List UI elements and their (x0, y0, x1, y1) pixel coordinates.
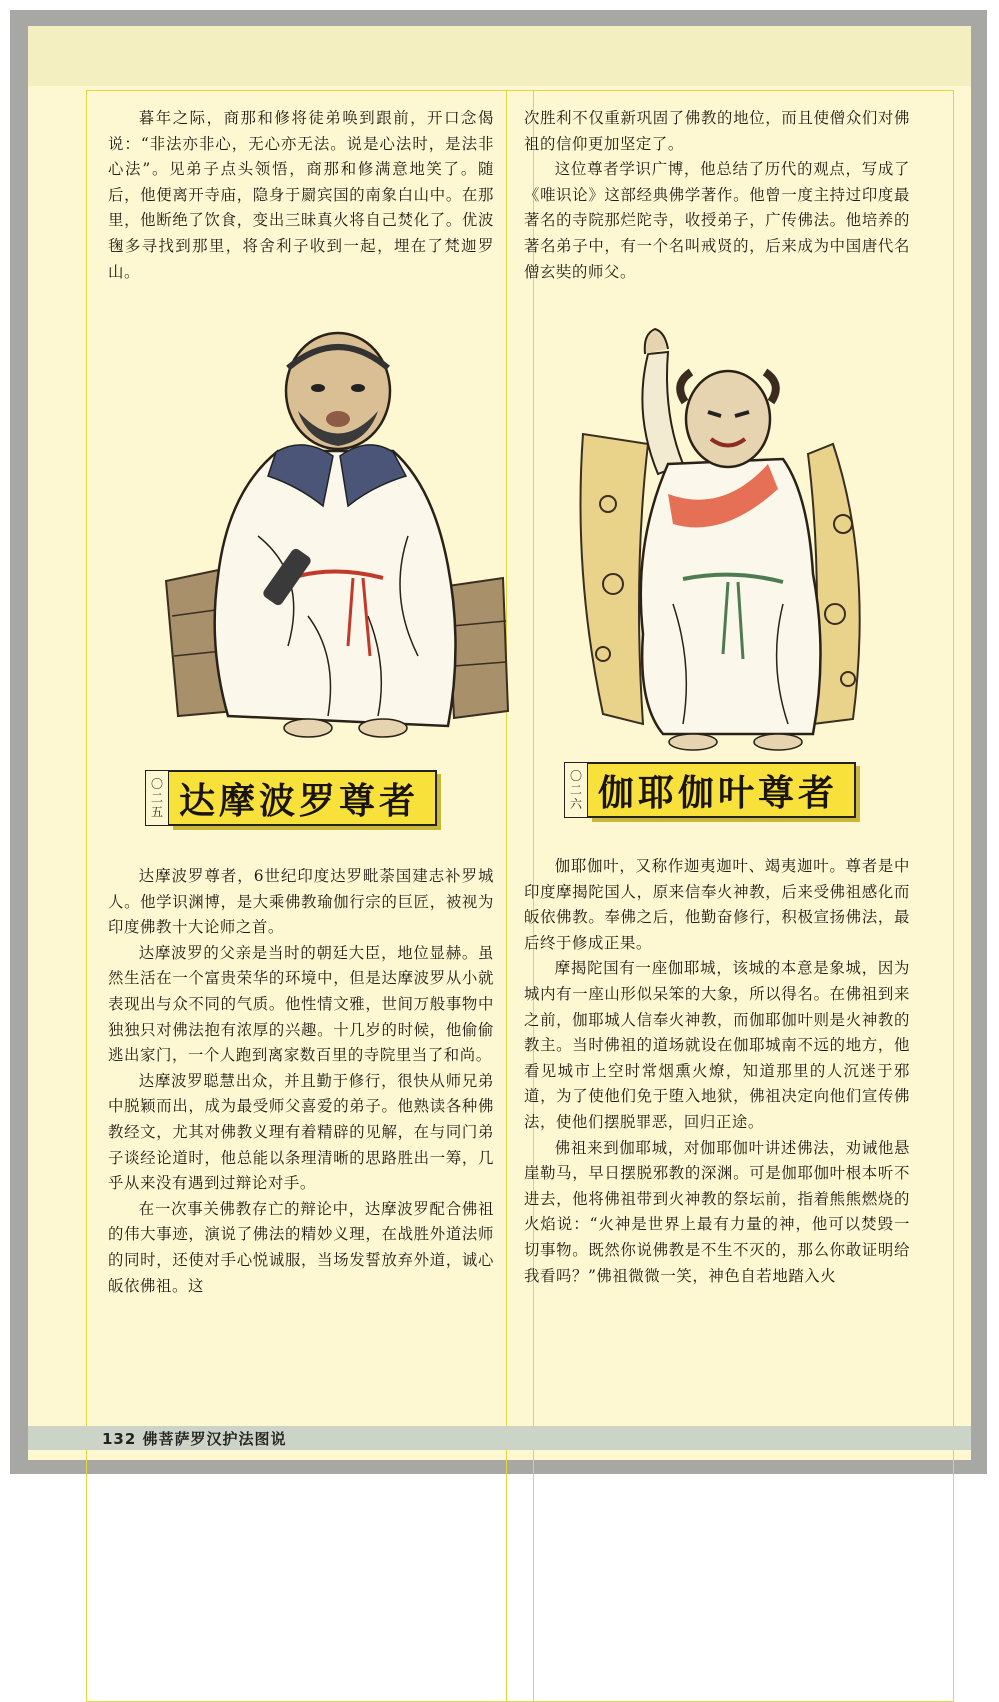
title-number-tag (564, 762, 588, 818)
right-top-text (524, 106, 910, 285)
title-number-tag (145, 770, 169, 826)
left-title: 达摩波罗尊者 (169, 770, 437, 826)
paragraph: 在一次事关佛教存亡的辩论中，达摩波罗配合佛祖的伟大事迹，演说了佛法的精妙义理，在战胜外道法师的同时，还使对手心悦诚服，当场发誓放弃外道，诚心皈依佛祖。这 (108, 1199, 494, 1295)
left-title-box (145, 770, 437, 826)
paragraph: 伽耶伽叶，又称作迦夷迦叶、竭夷迦叶。尊者是中印度摩揭陀国人，原来信奉火神教，后来受佛祖感化而皈依佛教。奉佛之后，他勤奋修行，积极宣扬佛法，最后终于修成正果。 (524, 857, 910, 952)
title-number-digit: 〇 (569, 769, 582, 783)
paragraph: 摩揭陀国有一座伽耶城，该城的本意是象城，因为城内有一座山形似呆笨的大象，所以得名。在佛祖到来之前，伽耶城人信奉火神教，而伽耶伽叶则是火神教的教主。当时佛祖的道场就设在伽耶城南不远的地方，他看见城市上空时常烟熏火燎，知道那里的人沉迷于邪道，为了使他们免于堕入地狱，佛祖决定向他们宣传佛法，使他们摆脱罪恶，回归正途。 (524, 959, 910, 1131)
paragraph: 次胜利不仅重新巩固了佛教的地位，而且使僧众们对佛祖的信仰更加坚定了。 (524, 109, 910, 153)
paragraph: 达摩波罗尊者，6世纪印度达罗毗荼国建志补罗城人。他学识渊博，是大乘佛教瑜伽行宗的巨匠，被视为印度佛教十大论师之首。 (108, 867, 494, 937)
title-number-digit: 六 (569, 797, 582, 811)
paragraph: 佛祖来到伽耶城，对伽耶伽叶讲述佛法，劝诫他悬崖勒马，早日摆脱邪教的深渊。可是伽耶伽叶根本听不进去，他将佛祖带到火神教的祭坛前，指着熊熊燃烧的火焰说：“火神是世界上最有力量的神，他可以焚毁一切事物。既然你说佛教是不生不灭的，那么你敢证明给我看吗？”佛祖微微一笑，神色自若地踏入火 (524, 1138, 910, 1285)
left-top-text (108, 106, 494, 285)
top-band (28, 26, 971, 86)
page (28, 26, 971, 1460)
book-title: 佛菩萨罗汉护法图说 (142, 1430, 287, 1448)
dharmapala-illustration (158, 316, 530, 761)
right-title: 伽耶伽叶尊者 (588, 762, 856, 818)
gayakasyapa-illustration (573, 324, 913, 756)
footer-bar (28, 1426, 971, 1450)
right-bottom-text (524, 854, 910, 1289)
paragraph: 达摩波罗聪慧出众，并且勤于修行，很快从师兄弟中脱颖而出，成为最受师父喜爱的弟子。他熟读各种佛教经文，尤其对佛教义理有着精辟的见解，在与同门弟子谈经论道时，他总能以条理清晰的思路胜出一筹，几乎从来没有遇到过辩论对手。 (108, 1071, 494, 1193)
title-number-digit: 二 (569, 783, 582, 797)
left-bottom-text (108, 864, 494, 1299)
title-number-digit: 〇 (150, 777, 163, 791)
right-title-box (564, 762, 856, 818)
page-number: 132 (102, 1430, 137, 1448)
paragraph: 暮年之际，商那和修将徒弟唤到跟前，开口念偈说：“非法亦非心，无心亦无法。说是心法时，是法非心法”。见弟子点头领悟，商那和修满意地笑了。随后，他便离开寺庙，隐身于罽宾国的南象白山中。在那里，他断绝了饮食，变出三昧真火将自己焚化了。优波毱多寻找到那里，将舍利子收到一起，埋在了梵迦罗山。 (108, 109, 494, 281)
paragraph: 达摩波罗的父亲是当时的朝廷大臣，地位显赫。虽然生活在一个富贵荣华的环境中，但是达摩波罗从小就表现出与众不同的气质。他性情文雅，世间万般事物中独独只对佛法抱有浓厚的兴趣。十几岁的时候，他偷偷逃出家门，一个人跑到离家数百里的寺院里当了和尚。 (108, 943, 494, 1065)
paragraph: 这位尊者学识广博，他总结了历代的观点，写成了《唯识论》这部经典佛学著作。他曾一度主持过印度最著名的寺院那烂陀寺，收授弟子，广传佛法。他培养的著名弟子中，有一个名叫戒贤的，后来成为中国唐代名僧玄奘的师父。 (524, 160, 910, 281)
title-number-digit: 二 (150, 791, 163, 805)
title-number-digit: 五 (150, 805, 163, 819)
footer-text (102, 1428, 287, 1449)
